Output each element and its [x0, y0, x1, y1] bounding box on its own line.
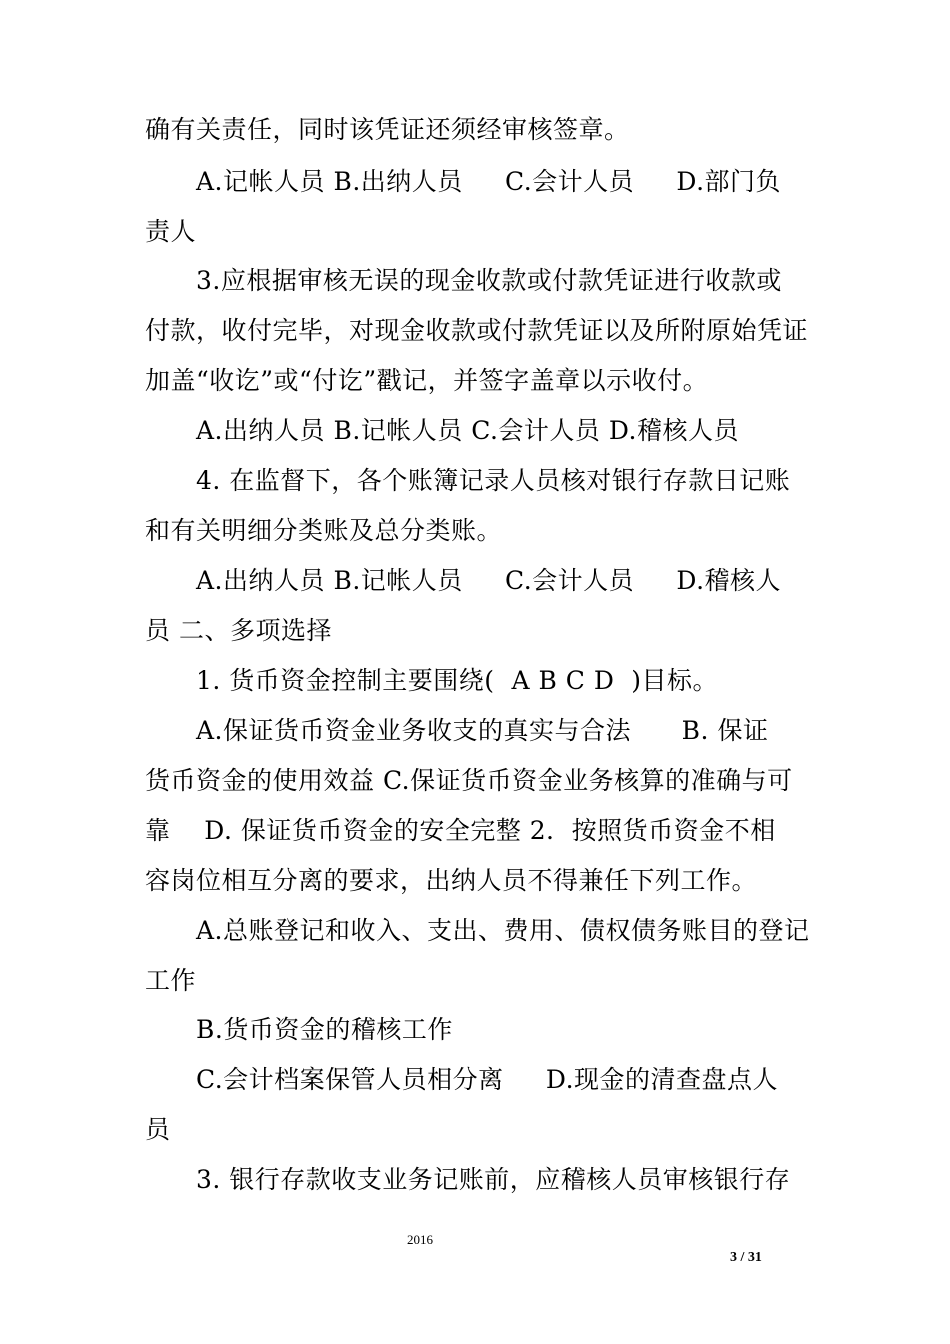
text-line: 容岗位相互分离的要求，出纳人员不得兼任下列工作。	[145, 866, 758, 895]
section-heading-line: 员 二、多项选择	[145, 616, 332, 645]
text-line: 确有关责任，同时该凭证还须经审核签章。	[145, 115, 630, 144]
text-line: 加盖“收讫”或“付讫”戳记，并签字盖章以示收付。	[145, 366, 709, 395]
text-line: 靠 D. 保证货币资金的安全完整 2．按照货币资金不相	[145, 816, 776, 845]
text-line: 1. 货币资金控制主要围绕( A B C D )目标。	[196, 666, 719, 695]
text-line: 工作	[145, 966, 197, 995]
text-line: C.会计档案保管人员相分离 D.现金的清查盘点人	[196, 1065, 779, 1094]
page-number: 3 / 31	[730, 1250, 762, 1265]
text-line: 和有关明细分类账及总分类账。	[145, 516, 503, 545]
text-line: 3.应根据审核无误的现金收款或付款凭证进行收款或	[196, 266, 782, 295]
text-line: 付款，收付完毕，对现金收款或付款凭证以及所附原始凭证	[145, 316, 809, 345]
text-line: A.记帐人员 B.出纳人员 C.会计人员 D.部门负	[196, 167, 782, 196]
text-line: A.保证货币资金业务收支的真实与合法 B. 保证	[196, 716, 769, 745]
text-line: 员	[145, 1115, 171, 1144]
text-line: 3. 银行存款收支业务记账前，应稽核人员审核银行存	[196, 1165, 791, 1194]
text-line: A.出纳人员 B.记帐人员 C.会计人员 D.稽核人员	[196, 416, 739, 445]
text-line: 责人	[145, 217, 197, 246]
text-line: 货币资金的使用效益 C.保证货币资金业务核算的准确与可	[145, 766, 793, 795]
footer-year: 2016	[407, 1232, 433, 1247]
text-line: A.出纳人员 B.记帐人员 C.会计人员 D.稽核人	[196, 566, 782, 595]
text-line: 4. 在监督下，各个账簿记录人员核对银行存款日记账	[196, 466, 791, 495]
text-line: B.货币资金的稽核工作	[196, 1015, 453, 1044]
text-line: A.总账登记和收入、支出、费用、债权债务账目的登记	[196, 916, 810, 945]
